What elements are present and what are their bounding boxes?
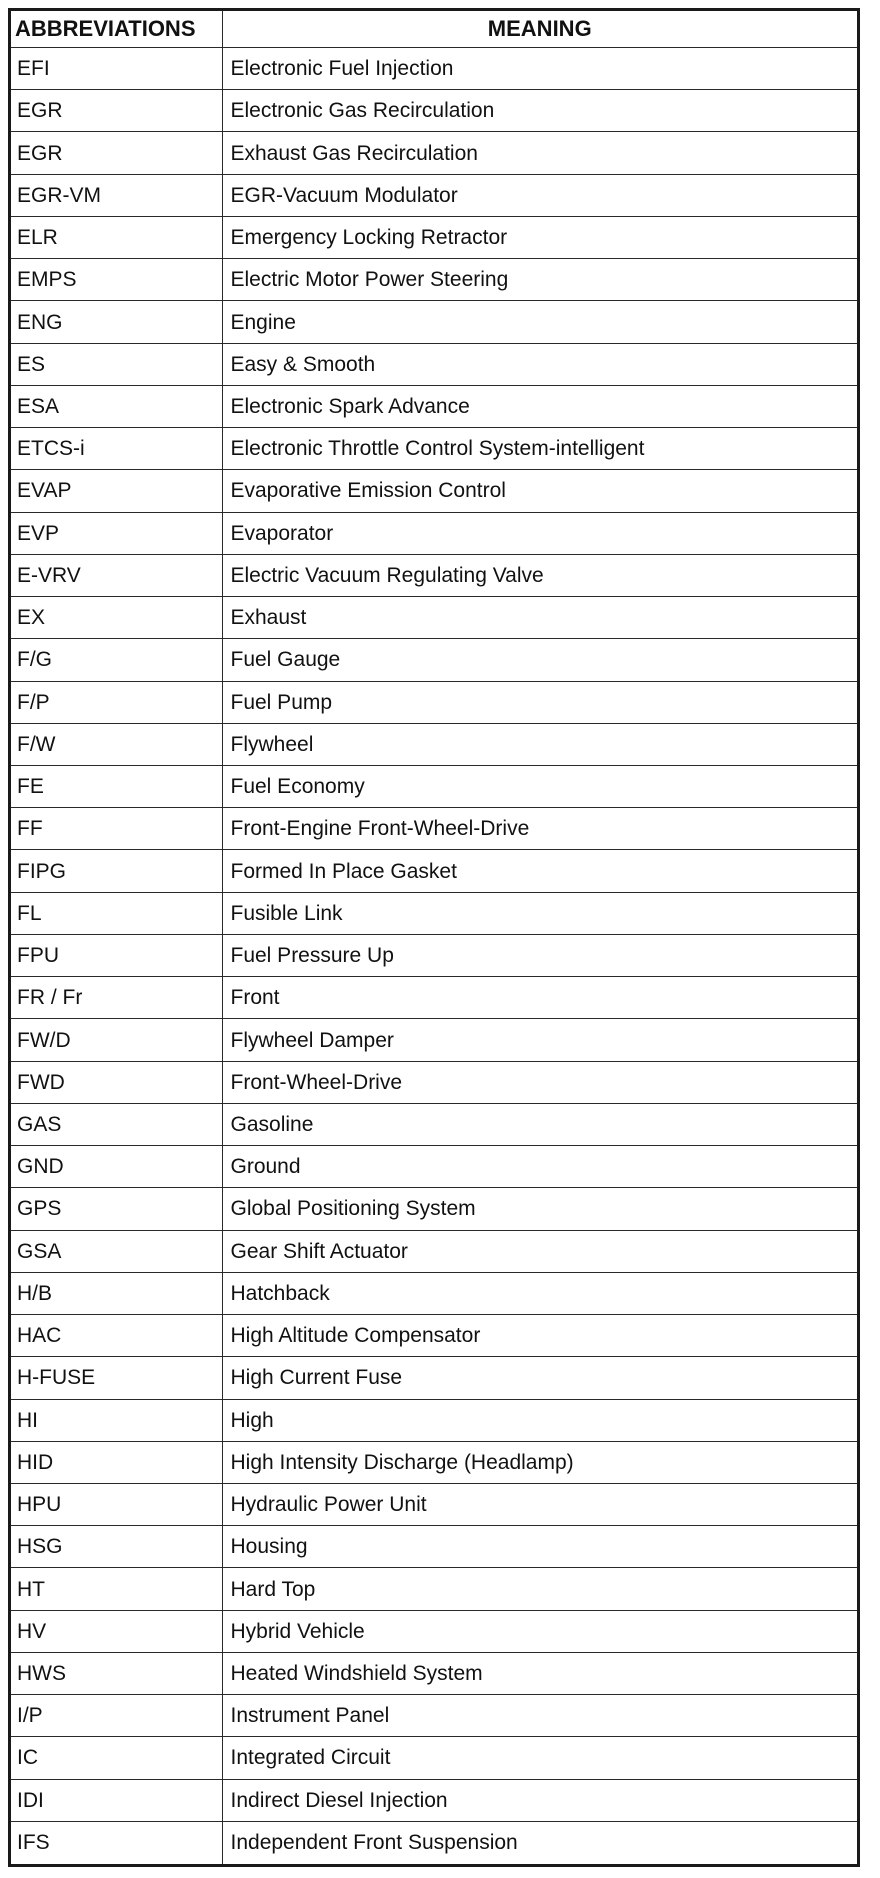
abbreviation-cell: I/P xyxy=(11,1695,222,1737)
table-header xyxy=(11,11,857,48)
abbreviation-cell: IC xyxy=(11,1737,222,1779)
table-row xyxy=(11,554,857,596)
meaning-cell: Hard Top xyxy=(222,1568,857,1610)
table-row xyxy=(11,1146,857,1188)
table-row xyxy=(11,48,857,90)
table-row xyxy=(11,174,857,216)
abbreviation-cell: FPU xyxy=(11,934,222,976)
abbreviation-cell: F/W xyxy=(11,723,222,765)
meaning-cell: Fuel Gauge xyxy=(222,639,857,681)
meaning-cell: Front-Engine Front-Wheel-Drive xyxy=(222,808,857,850)
table-row xyxy=(11,681,857,723)
abbreviation-cell: HSG xyxy=(11,1526,222,1568)
abbreviation-cell: EVAP xyxy=(11,470,222,512)
table-row xyxy=(11,343,857,385)
meaning-cell: Hybrid Vehicle xyxy=(222,1610,857,1652)
abbreviation-cell: FL xyxy=(11,892,222,934)
abbreviation-cell: HAC xyxy=(11,1315,222,1357)
abbreviation-cell: HT xyxy=(11,1568,222,1610)
meaning-cell: High Altitude Compensator xyxy=(222,1315,857,1357)
table-row xyxy=(11,1610,857,1652)
abbreviation-cell: EMPS xyxy=(11,259,222,301)
meaning-cell: Hatchback xyxy=(222,1272,857,1314)
abbreviation-cell: GND xyxy=(11,1146,222,1188)
table-row xyxy=(11,132,857,174)
meaning-cell: Evaporator xyxy=(222,512,857,554)
table-row xyxy=(11,597,857,639)
table-body xyxy=(11,48,857,1865)
table-row xyxy=(11,1441,857,1483)
meaning-cell: High Current Fuse xyxy=(222,1357,857,1399)
table-row xyxy=(11,1695,857,1737)
meaning-cell: Hydraulic Power Unit xyxy=(222,1483,857,1525)
meaning-cell: Instrument Panel xyxy=(222,1695,857,1737)
abbreviation-cell: ESA xyxy=(11,385,222,427)
abbreviation-cell: EGR-VM xyxy=(11,174,222,216)
table-row xyxy=(11,470,857,512)
abbreviation-cell: HWS xyxy=(11,1652,222,1694)
meaning-cell: Flywheel Damper xyxy=(222,1019,857,1061)
table-row xyxy=(11,1779,857,1821)
abbreviation-cell: GAS xyxy=(11,1103,222,1145)
abbreviation-cell: IDI xyxy=(11,1779,222,1821)
abbreviation-cell: F/P xyxy=(11,681,222,723)
abbreviation-cell: H/B xyxy=(11,1272,222,1314)
table-row xyxy=(11,1737,857,1779)
abbreviations-table xyxy=(11,11,857,1864)
abbreviation-cell: EVP xyxy=(11,512,222,554)
meaning-cell: Indirect Diesel Injection xyxy=(222,1779,857,1821)
meaning-cell: Electronic Fuel Injection xyxy=(222,48,857,90)
table-row xyxy=(11,1315,857,1357)
abbreviation-cell: EX xyxy=(11,597,222,639)
meaning-cell: Front-Wheel-Drive xyxy=(222,1061,857,1103)
abbreviation-cell: FW/D xyxy=(11,1019,222,1061)
table-row xyxy=(11,428,857,470)
abbreviation-cell: FR / Fr xyxy=(11,977,222,1019)
table-row xyxy=(11,1019,857,1061)
meaning-column-header: MEANING xyxy=(222,11,857,48)
meaning-cell: Gear Shift Actuator xyxy=(222,1230,857,1272)
abbreviation-cell: HID xyxy=(11,1441,222,1483)
meaning-cell: Emergency Locking Retractor xyxy=(222,216,857,258)
table-row xyxy=(11,1061,857,1103)
abbreviation-cell: EGR xyxy=(11,132,222,174)
table-row xyxy=(11,1272,857,1314)
meaning-cell: Fuel Economy xyxy=(222,765,857,807)
abbreviation-cell: HI xyxy=(11,1399,222,1441)
table-row xyxy=(11,1568,857,1610)
abbreviation-cell: GPS xyxy=(11,1188,222,1230)
abbreviations-column-header: ABBREVIATIONS xyxy=(11,11,222,48)
table-row xyxy=(11,934,857,976)
table-row xyxy=(11,1821,857,1864)
table-row xyxy=(11,1526,857,1568)
abbreviation-cell: ETCS-i xyxy=(11,428,222,470)
meaning-cell: Independent Front Suspension xyxy=(222,1821,857,1864)
table-row xyxy=(11,259,857,301)
meaning-cell: Engine xyxy=(222,301,857,343)
abbreviation-cell: GSA xyxy=(11,1230,222,1272)
table-row xyxy=(11,723,857,765)
meaning-cell: Electronic Spark Advance xyxy=(222,385,857,427)
meaning-cell: Exhaust Gas Recirculation xyxy=(222,132,857,174)
meaning-cell: Fuel Pump xyxy=(222,681,857,723)
table-row xyxy=(11,1483,857,1525)
table-row xyxy=(11,850,857,892)
abbreviation-cell: ENG xyxy=(11,301,222,343)
meaning-cell: Electronic Gas Recirculation xyxy=(222,90,857,132)
table-row xyxy=(11,1357,857,1399)
table-row xyxy=(11,1652,857,1694)
table-row xyxy=(11,385,857,427)
meaning-cell: Electronic Throttle Control System-intelligent xyxy=(222,428,857,470)
abbreviation-cell: H-FUSE xyxy=(11,1357,222,1399)
meaning-cell: Housing xyxy=(222,1526,857,1568)
abbreviation-cell: HV xyxy=(11,1610,222,1652)
table-row xyxy=(11,977,857,1019)
meaning-cell: Front xyxy=(222,977,857,1019)
meaning-cell: Fuel Pressure Up xyxy=(222,934,857,976)
meaning-cell: Evaporative Emission Control xyxy=(222,470,857,512)
abbreviation-cell: IFS xyxy=(11,1821,222,1864)
table-row xyxy=(11,90,857,132)
abbreviation-cell: FIPG xyxy=(11,850,222,892)
table-row xyxy=(11,765,857,807)
abbreviation-cell: FF xyxy=(11,808,222,850)
meaning-cell: Flywheel xyxy=(222,723,857,765)
meaning-cell: Formed In Place Gasket xyxy=(222,850,857,892)
meaning-cell: Exhaust xyxy=(222,597,857,639)
abbreviation-cell: F/G xyxy=(11,639,222,681)
meaning-cell: Global Positioning System xyxy=(222,1188,857,1230)
table-row xyxy=(11,639,857,681)
abbreviation-cell: FWD xyxy=(11,1061,222,1103)
table-row xyxy=(11,1230,857,1272)
meaning-cell: Integrated Circuit xyxy=(222,1737,857,1779)
table-row xyxy=(11,512,857,554)
abbreviation-cell: FE xyxy=(11,765,222,807)
meaning-cell: Heated Windshield System xyxy=(222,1652,857,1694)
table-row xyxy=(11,1103,857,1145)
table-row xyxy=(11,301,857,343)
meaning-cell: High xyxy=(222,1399,857,1441)
meaning-cell: Electric Motor Power Steering xyxy=(222,259,857,301)
abbreviation-cell: ES xyxy=(11,343,222,385)
meaning-cell: High Intensity Discharge (Headlamp) xyxy=(222,1441,857,1483)
abbreviation-cell: ELR xyxy=(11,216,222,258)
meaning-cell: Fusible Link xyxy=(222,892,857,934)
meaning-cell: Easy & Smooth xyxy=(222,343,857,385)
table-row xyxy=(11,1188,857,1230)
abbreviation-cell: E-VRV xyxy=(11,554,222,596)
abbreviation-cell: EFI xyxy=(11,48,222,90)
meaning-cell: Ground xyxy=(222,1146,857,1188)
meaning-cell: Electric Vacuum Regulating Valve xyxy=(222,554,857,596)
header-row xyxy=(11,11,857,48)
table-row xyxy=(11,808,857,850)
abbreviation-cell: EGR xyxy=(11,90,222,132)
meaning-cell: Gasoline xyxy=(222,1103,857,1145)
table-row xyxy=(11,1399,857,1441)
abbreviations-table-frame xyxy=(8,8,860,1867)
meaning-cell: EGR-Vacuum Modulator xyxy=(222,174,857,216)
table-row xyxy=(11,892,857,934)
abbreviation-cell: HPU xyxy=(11,1483,222,1525)
table-row xyxy=(11,216,857,258)
